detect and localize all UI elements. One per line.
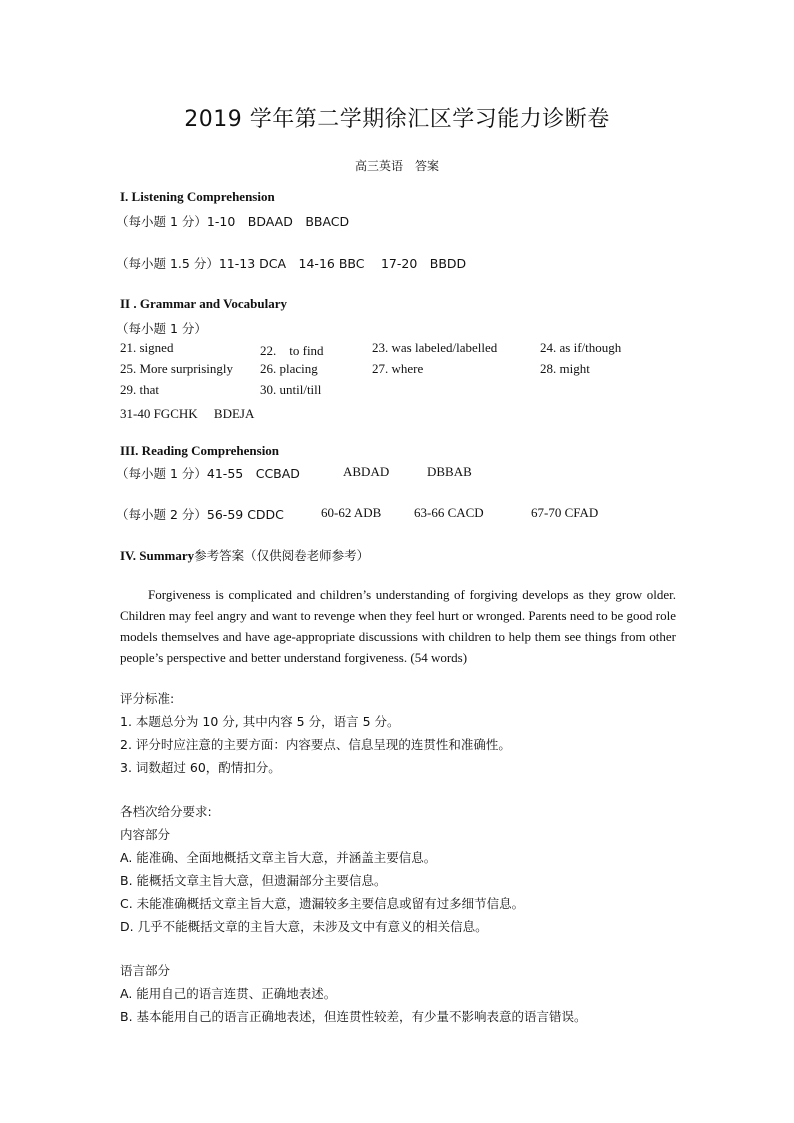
criteria-item: 1. 本题总分为 10 分, 其中内容 5 分，语言 5 分。	[120, 714, 400, 729]
section-grammar-heading: II . Grammar and Vocabulary	[120, 296, 287, 311]
grammar-answer: 21. signed	[120, 340, 174, 355]
criteria-title: 评分标准:	[120, 691, 175, 706]
reading-answer-group: 63-66 CACD	[414, 505, 484, 520]
criteria-item: 2. 评分时应注意的主要方面：内容要点、信息呈现的连贯性和准确性。	[120, 737, 511, 752]
language-section-title: 语言部分	[120, 963, 171, 978]
grammar-answer: 30. until/till	[260, 382, 322, 397]
grammar-answer: 27. where	[372, 361, 424, 376]
grammar-answers-31-40: 31-40 FGCHK BDEJA	[120, 406, 255, 421]
listening-line-2: （每小题 1.5 分）11-13 DCA 14-16 BBC 17-20 BBDD	[116, 256, 467, 271]
content-section-title: 内容部分	[120, 827, 171, 842]
content-level-item: B. 能概括文章主旨大意，但遗漏部分主要信息。	[120, 873, 387, 888]
grammar-note: （每小题 1 分）	[116, 321, 207, 336]
summary-heading-en: IV. Summary	[120, 548, 195, 563]
reading-answer-group: 67-70 CFAD	[531, 505, 599, 520]
page-title: 2019 学年第二学期徐汇区学习能力诊断卷	[184, 107, 610, 132]
grammar-answer: 26. placing	[260, 361, 318, 376]
section-summary-heading	[120, 545, 369, 564]
content-level-item: D. 几乎不能概括文章的主旨大意，未涉及文中有意义的相关信息。	[120, 919, 488, 934]
summary-paragraph: Forgiveness is complicated and children’s understanding of forgiving develops as they grow older. Children may feel angry and want to revenge when they feel hurt or wronged. Parents need to be good role models themselves and have age-appropriate discussions with children to help them see things from other people’s perspective and better understand forgiveness. (54 words)	[120, 587, 676, 665]
reading-answer-group: DBBAB	[427, 464, 472, 479]
grammar-answer: 25. More surprisingly	[120, 361, 234, 376]
page-subtitle: 高三英语 答案	[354, 159, 439, 173]
grammar-answer: 23. was labeled/labelled	[372, 340, 498, 355]
reading-answer-group: ABDAD	[343, 464, 390, 479]
levels-title: 各档次给分要求:	[120, 804, 212, 819]
grammar-answer: 24. as if/though	[540, 340, 622, 355]
reading-line-2: （每小题 2 分）56-59 CDDC	[116, 507, 284, 522]
reading-answer-group: 60-62 ADB	[321, 505, 382, 520]
summary-heading-cn: 参考答案（仅供阅卷老师参考）	[194, 548, 370, 563]
grammar-answer: 28. might	[540, 361, 590, 376]
listening-line-1: （每小题 1 分）1-10 BDAAD BBACD	[116, 214, 350, 229]
grammar-answer: 22. to find	[260, 343, 324, 358]
grammar-answer: 29. that	[120, 382, 159, 397]
section-reading-heading: III. Reading Comprehension	[120, 443, 280, 458]
content-level-item: A. 能准确、全面地概括文章主旨大意，并涵盖主要信息。	[120, 850, 437, 865]
language-level-item: A. 能用自己的语言连贯、正确地表述。	[120, 986, 337, 1001]
section-listening-heading: I. Listening Comprehension	[120, 189, 275, 204]
criteria-item: 3. 词数超过 60，酌情扣分。	[120, 760, 281, 775]
language-level-item: B. 基本能用自己的语言正确地表述，但连贯性较差，有少量不影响表意的语言错误。	[120, 1009, 587, 1024]
reading-line-1: （每小题 1 分）41-55 CCBAD	[116, 466, 300, 481]
content-level-item: C. 未能准确概括文章主旨大意，遗漏较多主要信息或留有过多细节信息。	[120, 896, 525, 911]
